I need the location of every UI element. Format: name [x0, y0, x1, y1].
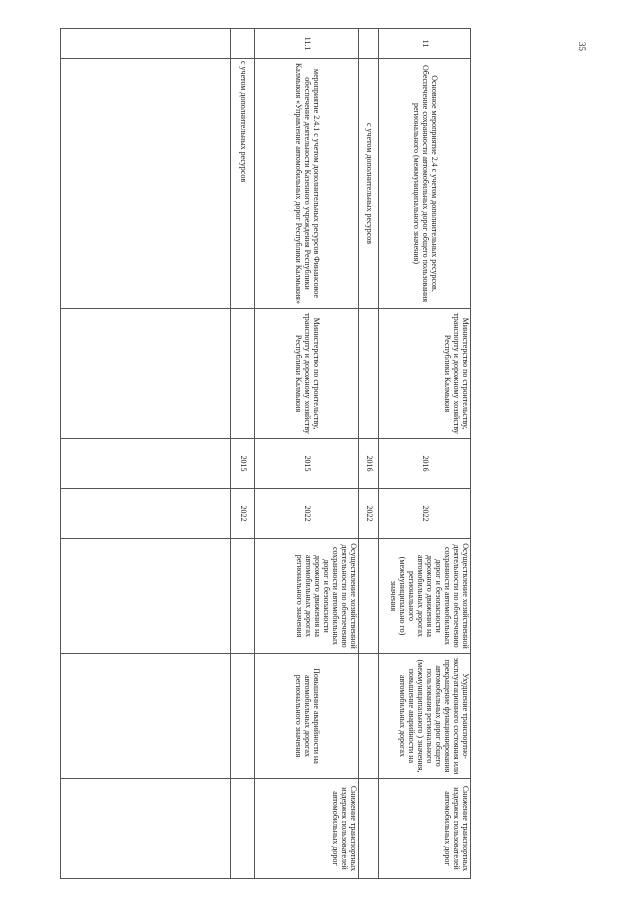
start-year: 2016: [379, 439, 471, 489]
activity-name: Основное мероприятие 2.4 с учетом дополнительных ресурсов. Обеспечение сохранности автомобильных дорог общего пользования регионального (межмуниципального значения): [379, 59, 471, 309]
executor: Министерство по строительству, транспорту и дорожному хозяйству Республики Калмыкия: [379, 309, 471, 439]
empty-cell: [359, 779, 379, 879]
row-number: 11.1: [255, 29, 359, 59]
end-year: 2022: [231, 489, 255, 539]
empty-cell: [231, 309, 255, 439]
row-number: 11: [379, 29, 471, 59]
empty-cell: [61, 654, 231, 779]
empty-cell: [61, 439, 231, 489]
empty-cell: [61, 59, 231, 309]
activity-name: мероприятие 2.4.1 с учетом дополнительных ресурсов Финансовое обеспечение деятельности Казенного учреждения Республики Калмыкия «Управление автомобильных дорог Республики Калмыкия»: [255, 59, 359, 309]
empty-cell: [231, 654, 255, 779]
end-year: 2022: [379, 489, 471, 539]
empty-cell: [61, 29, 231, 59]
start-year: 2016: [359, 439, 379, 489]
empty-cell: [61, 309, 231, 439]
empty-cell: [231, 539, 255, 654]
empty-cell: [231, 779, 255, 879]
non-implementation-consequence: Повышение аварийности на автомобильных дорогах регионального значения: [255, 654, 359, 779]
empty-cell: [359, 309, 379, 439]
empty-cell: [359, 539, 379, 654]
non-implementation-consequence: Ухудшение транспортно-эксплуатационного состояния или прекращение функционирования автомобильных дорог общего пользования регионального (межмуниципального ) значения, повышение аварийности на автомобильных дорогах: [379, 654, 471, 779]
target-indicator: Снижение транспортных издержек пользователей автомобильных дорог: [379, 779, 471, 879]
empty-cell: [359, 29, 379, 59]
program-table-rotated: [61, 28, 471, 878]
empty-cell: [231, 29, 255, 59]
executor: Министерство по строительству, транспорту и дорожному хозяйству Республики Калмыкия: [255, 309, 359, 439]
table-row-11-1-extra: [231, 29, 255, 879]
program-activities-table: [60, 28, 471, 879]
end-year: 2022: [359, 489, 379, 539]
expected-result: Осуществление хозяйственной деятельности по обеспечению сохранности автомобильных дорог и безопасности дорожного движения на автомобильных дорогах регионального значения: [255, 539, 359, 654]
empty-cell: [359, 654, 379, 779]
activity-name: с учетом дополнительных ресурсов: [231, 59, 255, 309]
empty-cell: [61, 539, 231, 654]
expected-result: Осуществление хозяйственной деятельности по обеспечению сохранности автомобильных дорог и безопасности дорожного движения на автомобильных дорогах регионального (межмуниципально го) значения: [379, 539, 471, 654]
start-year: 2015: [231, 439, 255, 489]
empty-cell: [61, 489, 231, 539]
table-row-blank: [61, 29, 231, 879]
table-row-11-extra: [359, 29, 379, 879]
table-row-11: [379, 29, 471, 879]
table-row-11-1: [255, 29, 359, 879]
target-indicator: Снижение транспортных издержек пользователей автомобильных дорог: [255, 779, 359, 879]
empty-cell: [61, 779, 231, 879]
end-year: 2022: [255, 489, 359, 539]
activity-name: с учетом дополнительных ресурсов: [359, 59, 379, 309]
page-number: 35: [577, 42, 587, 51]
start-year: 2015: [255, 439, 359, 489]
